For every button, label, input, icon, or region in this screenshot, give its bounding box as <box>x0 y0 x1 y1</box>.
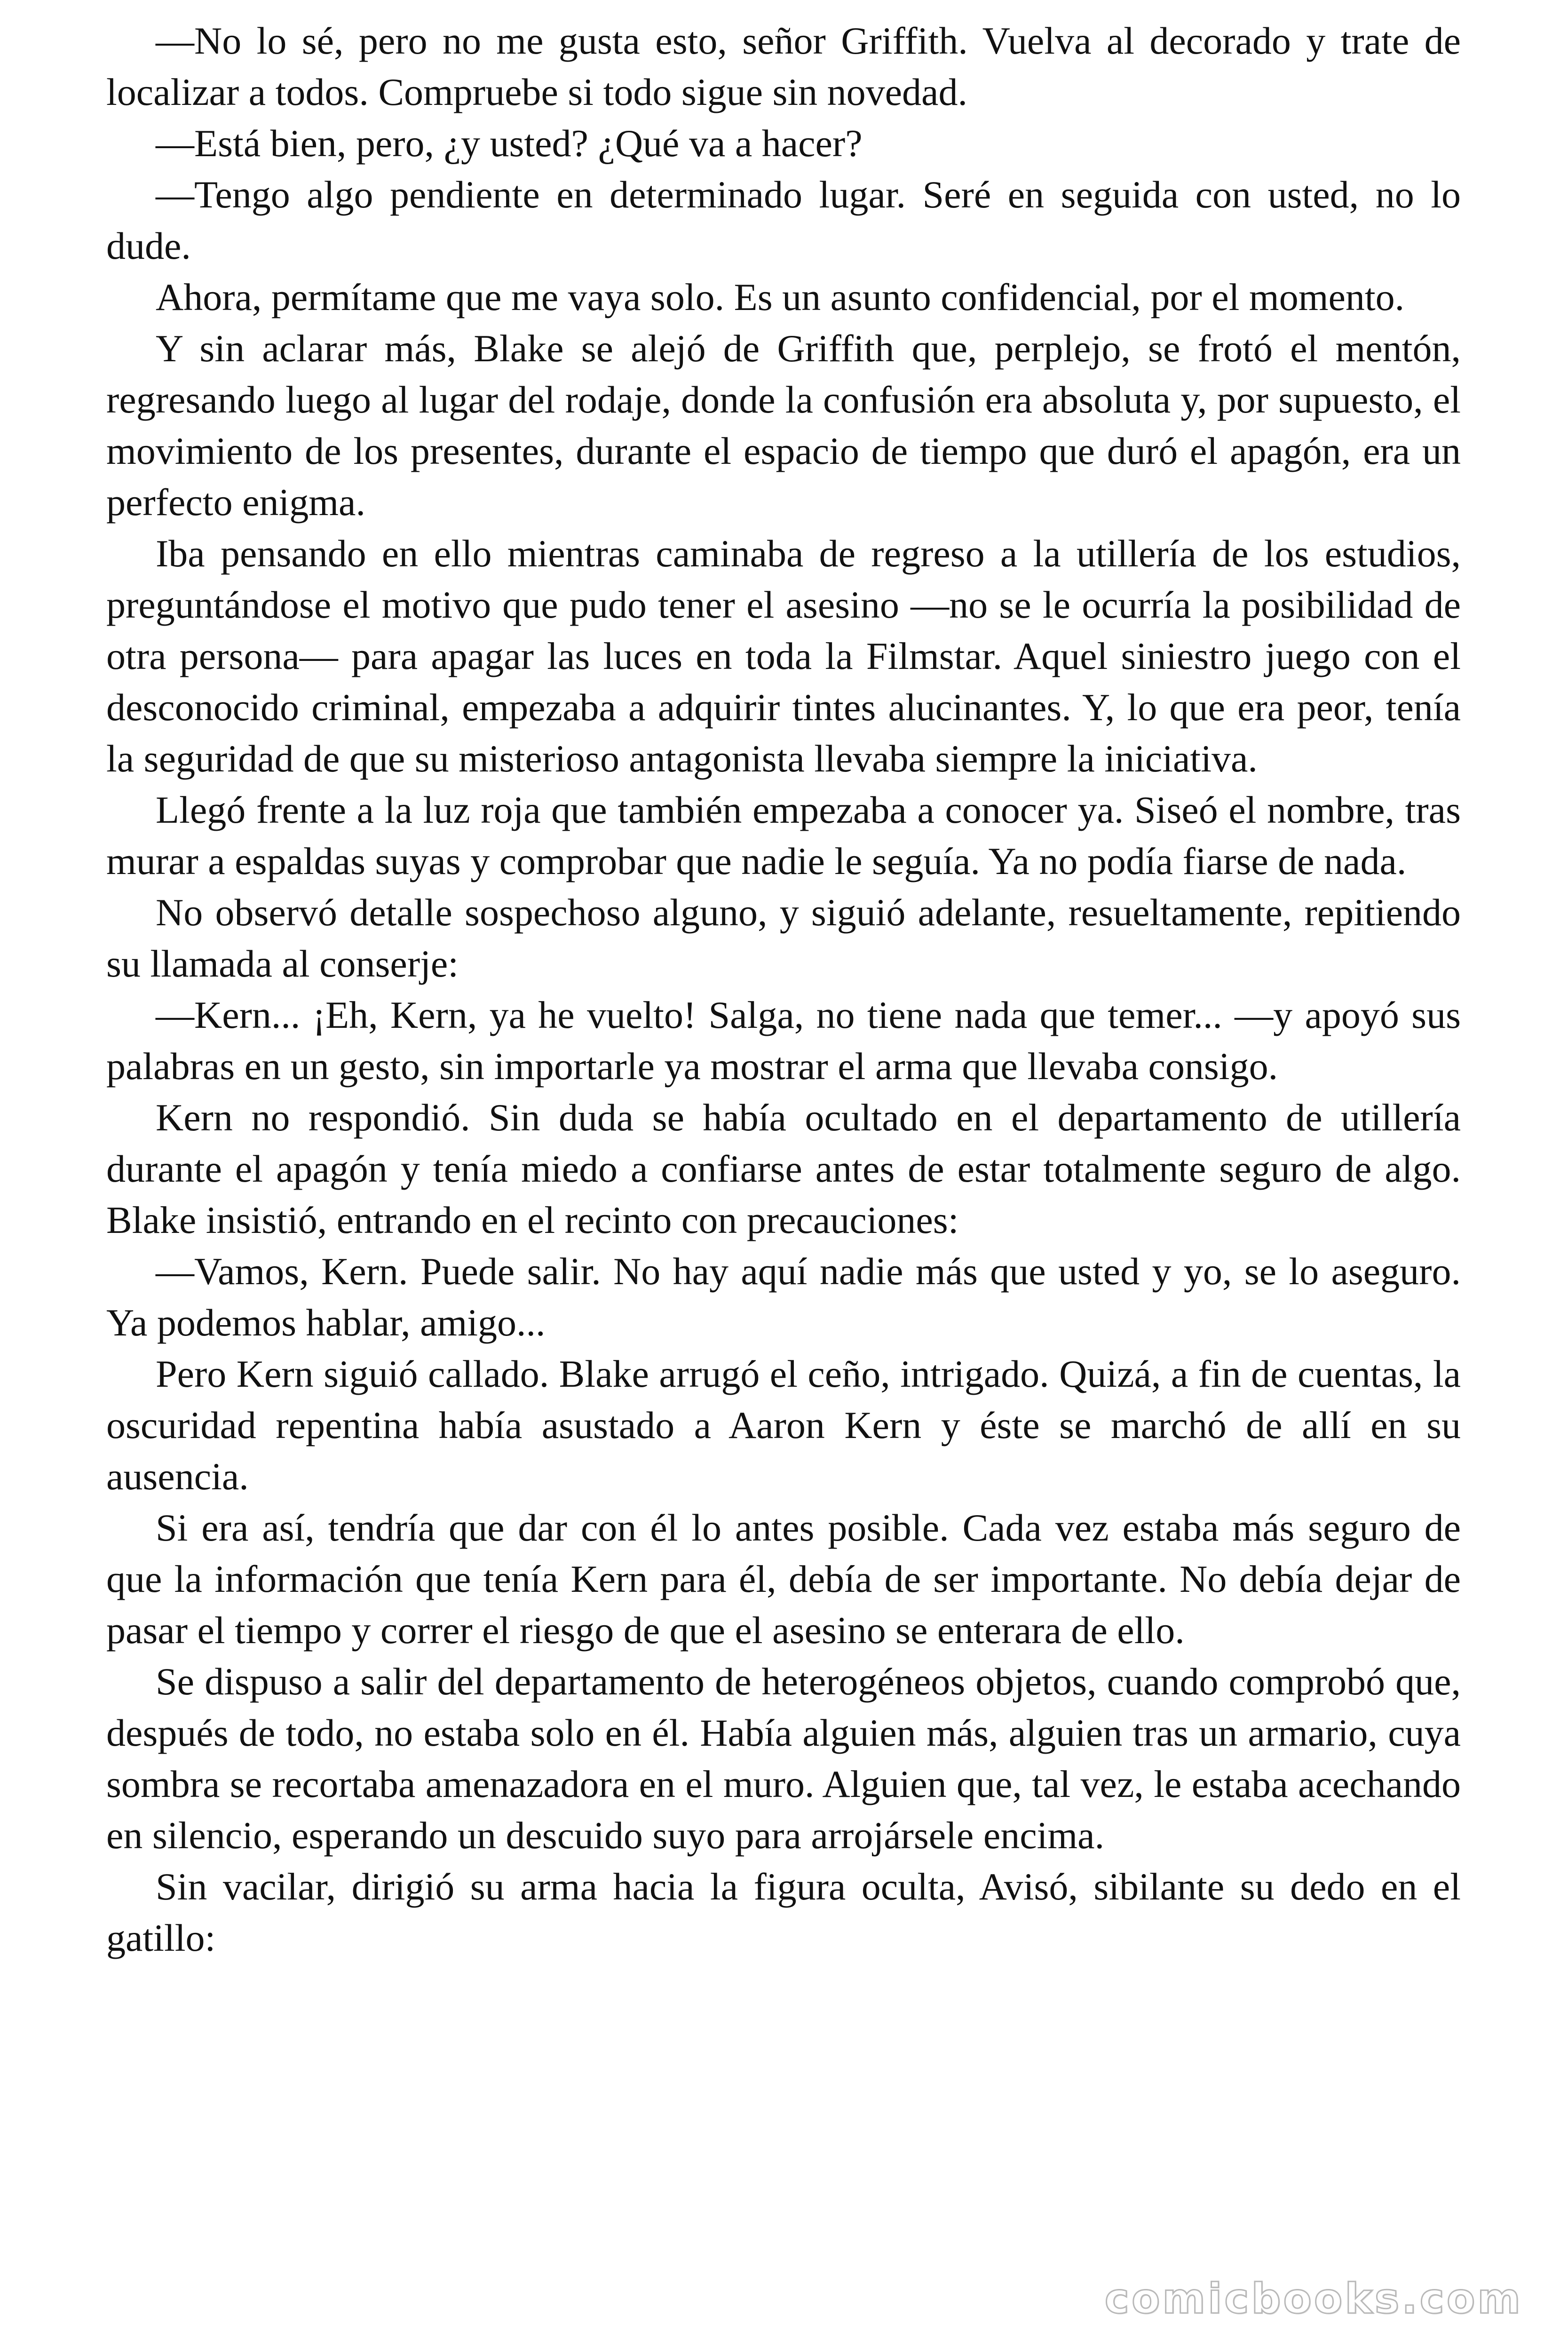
paragraph: —Kern... ¡Eh, Kern, ya he vuelto! Salga, no tiene nada que temer... —y apoyó sus palabras en un gesto, sin importarle ya mostrar el arma que llevaba consigo. <box>106 993 1461 1088</box>
paragraph: —No lo sé, pero no me gusta esto, señor Griffith. Vuelva al decorado y trate de localizar a todos. Compruebe si todo sigue sin novedad. <box>106 19 1461 113</box>
paragraph: —Vamos, Kern. Puede salir. No hay aquí nadie más que usted y yo, se lo aseguro. Ya podemos hablar, amigo... <box>106 1250 1461 1344</box>
paragraph: Pero Kern siguió callado. Blake arrugó el ceño, intrigado. Quizá, a fin de cuentas, la oscuridad repentina había asustado a Aaron Kern y éste se marchó de allí en su ausencia. <box>106 1352 1461 1498</box>
paragraph: Ahora, permítame que me vaya solo. Es un asunto confidencial, por el momento. <box>156 276 1405 318</box>
paragraph: Iba pensando en ello mientras caminaba de regreso a la utillería de los estudios, preguntándose el motivo que pudo tener el asesino —no se le ocurría la posibilidad de otra persona— para apagar las luces en toda la Filmstar. Aquel siniestro juego con el desconocido criminal, empezaba a adquirir tintes alucinantes. Y, lo que era peor, tenía la seguridad de que su misterioso antagonista llevaba siempre la iniciativa. <box>106 532 1461 780</box>
paragraph: Sin vacilar, dirigió su arma hacia la figura oculta, Avisó, sibilante su dedo en el gatillo: <box>106 1865 1461 1959</box>
paragraph: Se dispuso a salir del departamento de heterogéneos objetos, cuando comprobó que, después de todo, no estaba solo en él. Había alguien más, alguien tras un armario, cuya sombra se recortaba amenazadora en el muro. Alguien que, tal vez, le estaba acechando en silencio, esperando un descuido suyo para arrojársele encima. <box>106 1660 1461 1857</box>
paragraph: Si era así, tendría que dar con él lo antes posible. Cada vez estaba más seguro de que la información que tenía Kern para él, debía de ser importante. No debía dejar de pasar el tiempo y correr el riesgo de que el asesino se enterara de ello. <box>106 1506 1461 1652</box>
paragraph: Y sin aclarar más, Blake se alejó de Griffith que, perplejo, se frotó el mentón, regresando luego al lugar del rodaje, donde la confusión era absoluta y, por supuesto, el movimiento de los presentes, durante el espacio de tiempo que duró el apagón, era un perfecto enigma. <box>106 327 1461 524</box>
paragraph: —Tengo algo pendiente en determinado lugar. Seré en seguida con usted, no lo dude. <box>106 173 1461 267</box>
paragraph: No observó detalle sospechoso alguno, y siguió adelante, resueltamente, repitiendo su llamada al conserje: <box>106 891 1461 985</box>
paragraph: Llegó frente a la luz roja que también empezaba a conocer ya. Siseó el nombre, tras murar a espaldas suyas y comprobar que nadie le seguía. Ya no podía fiarse de nada. <box>106 788 1461 882</box>
watermark: comicbooks.com <box>1104 2274 1523 2323</box>
paragraph: —Está bien, pero, ¿y usted? ¿Qué va a hacer? <box>156 122 863 165</box>
paragraph: Kern no respondió. Sin duda se había ocultado en el departamento de utillería durante el apagón y tenía miedo a confiarse antes de estar totalmente seguro de algo. Blake insistió, entrando en el recinto con precauciones: <box>106 1096 1461 1241</box>
body-text <box>106 15 1461 1963</box>
